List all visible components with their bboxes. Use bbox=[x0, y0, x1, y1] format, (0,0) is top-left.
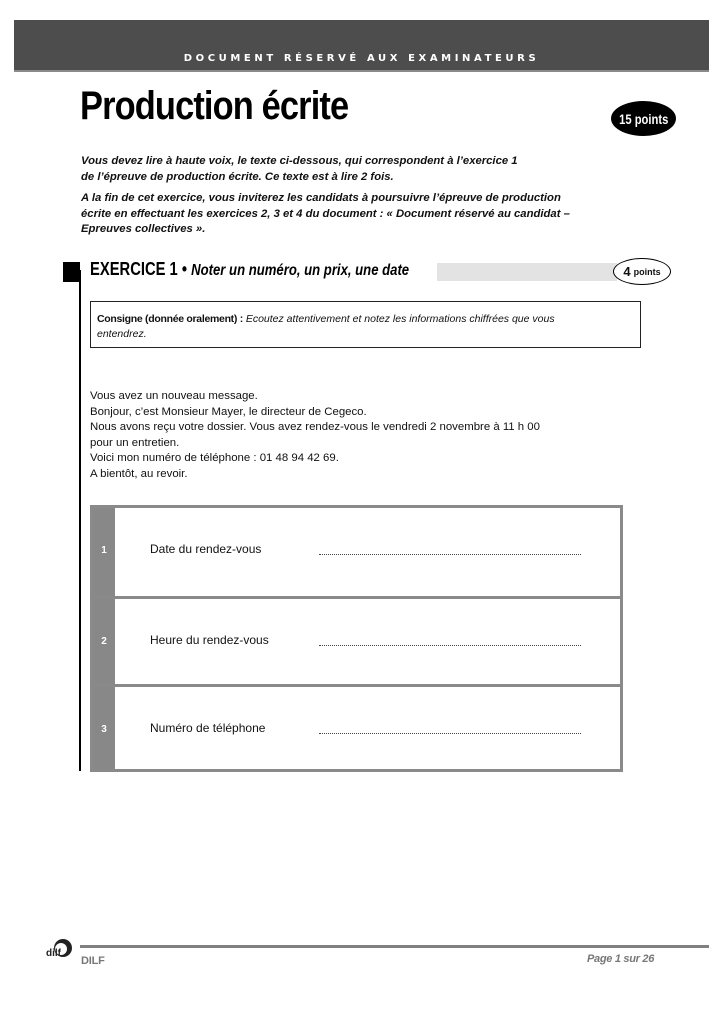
row-number: 3 bbox=[101, 724, 107, 735]
exercise-points-number: 4 bbox=[623, 264, 631, 279]
exercise-title-band bbox=[437, 263, 617, 281]
exercise-title bbox=[90, 259, 409, 280]
header-banner bbox=[14, 20, 709, 72]
message-line: Vous avez un nouveau message. bbox=[90, 390, 258, 402]
intro-line: écrite en effectuant les exercices 2, 3 et 4 du document : « Document réservé au candidat – bbox=[81, 207, 570, 220]
answer-field-time[interactable] bbox=[319, 645, 581, 646]
dilf-logo-icon bbox=[44, 937, 74, 961]
page-number: Page 1 sur 26 bbox=[587, 953, 655, 965]
exercise-points-badge bbox=[613, 258, 671, 285]
row-number: 2 bbox=[101, 636, 107, 647]
row-label: Numéro de téléphone bbox=[150, 721, 266, 735]
consigne-label: Consigne (donnée oralement) : bbox=[97, 313, 243, 325]
exercise-subtitle: Noter un numéro, un prix, une date bbox=[191, 262, 410, 279]
exercise-marker bbox=[63, 262, 80, 282]
row-label: Heure du rendez-vous bbox=[150, 633, 269, 647]
total-points-text: 15 points bbox=[618, 110, 669, 127]
message-line: A bientôt, au revoir. bbox=[90, 467, 188, 480]
page-title: Production écrite bbox=[80, 84, 349, 128]
intro-line: Vous devez lire à haute voix, le texte ci-dessous, qui correspondent à l’exercice 1 bbox=[81, 155, 518, 167]
message-line: Voici mon numéro de téléphone : 01 48 94 42 69. bbox=[90, 452, 339, 464]
table-row bbox=[93, 596, 620, 687]
table-row bbox=[93, 684, 620, 775]
banner-text: DOCUMENT RÉSERVÉ AUX EXAMINATEURS bbox=[183, 53, 540, 64]
exercise-points-label: points bbox=[633, 266, 661, 277]
answer-field-date[interactable] bbox=[319, 554, 581, 555]
consigne-box bbox=[90, 301, 641, 348]
intro-line: A la fin de cet exercice, vous inviterez les candidats à poursuivre l’épreuve de production bbox=[81, 192, 561, 204]
table-row bbox=[93, 508, 620, 596]
message-line: pour un entretien. bbox=[90, 436, 180, 449]
footer-divider bbox=[80, 945, 709, 948]
intro-line: de l’épreuve de production écrite. Ce texte est à lire 2 fois. bbox=[81, 170, 394, 183]
row-number: 1 bbox=[101, 545, 107, 556]
footer-brand: DILF bbox=[81, 955, 105, 967]
consigne-text: Ecoutez attentivement et notez les informations chiffrées que vous bbox=[245, 313, 555, 325]
answer-field-phone[interactable] bbox=[319, 733, 581, 734]
consigne-text-cont: entendrez. bbox=[97, 328, 147, 340]
voice-message bbox=[90, 389, 540, 482]
logo-text: dilf bbox=[46, 948, 61, 959]
answer-table bbox=[90, 505, 623, 772]
message-line: Nous avons reçu votre dossier. Vous avez rendez-vous le vendredi 2 novembre à 11 h 00 bbox=[90, 421, 540, 433]
message-line: Bonjour, c’est Monsieur Mayer, le directeur de Cegeco. bbox=[90, 405, 367, 418]
exercise-number: EXERCICE 1 • bbox=[90, 259, 188, 279]
intro-paragraph-1 bbox=[81, 154, 641, 185]
total-points-badge bbox=[611, 101, 676, 136]
exercise-rail bbox=[79, 270, 81, 771]
row-label: Date du rendez-vous bbox=[150, 542, 262, 556]
intro-paragraph-2 bbox=[81, 191, 641, 238]
intro-line: Epreuves collectives ». bbox=[81, 223, 206, 235]
